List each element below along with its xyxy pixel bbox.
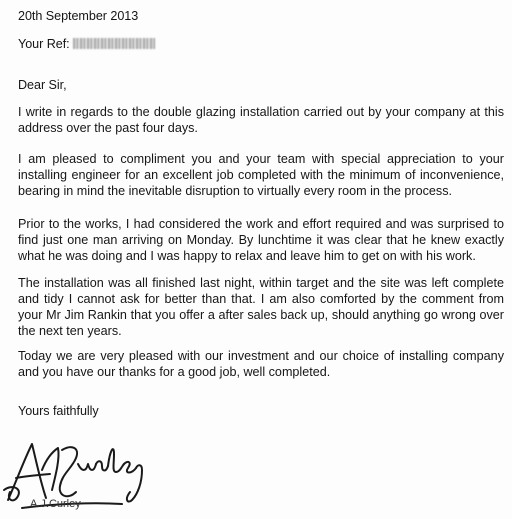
redacted-reference	[73, 38, 155, 49]
letter-date: 20th September 2013	[18, 9, 139, 23]
signatory-name: A.J.Curley	[30, 498, 81, 510]
paragraph-2: I am pleased to compliment you and your team with special appreciation to your installing engineer for an excellent job completed with the minimum of inconvenience, bearing in mind the inevitable disruption to virtually every room in the process.	[18, 152, 504, 198]
paragraph-1: I write in regards to the double glazing installation carried out by your company at this address over the past four days.	[18, 105, 504, 135]
closing: Yours faithfully	[18, 404, 99, 418]
paragraph-4: The installation was all finished last night, within target and the site was left complete and tidy I cannot ask for better than that. I am also comforted by the comment from your Mr Jim Rankin that you offer a after sales back up, should anything go wrong over the next ten years.	[18, 276, 504, 338]
reference-line	[18, 36, 155, 52]
reference-label: Your Ref:	[18, 37, 70, 51]
paragraph-3: Prior to the works, I had considered the work and effort required and was surprised to find just one man arriving on Monday. By lunchtime it was clear that he knew exactly what he was doing and I was happy to relax and leave him to get on with his work.	[18, 217, 504, 263]
paragraph-5: Today we are very pleased with our investment and our choice of installing company and you have our thanks for a good job, well completed.	[18, 349, 504, 379]
salutation: Dear Sir,	[18, 78, 67, 92]
